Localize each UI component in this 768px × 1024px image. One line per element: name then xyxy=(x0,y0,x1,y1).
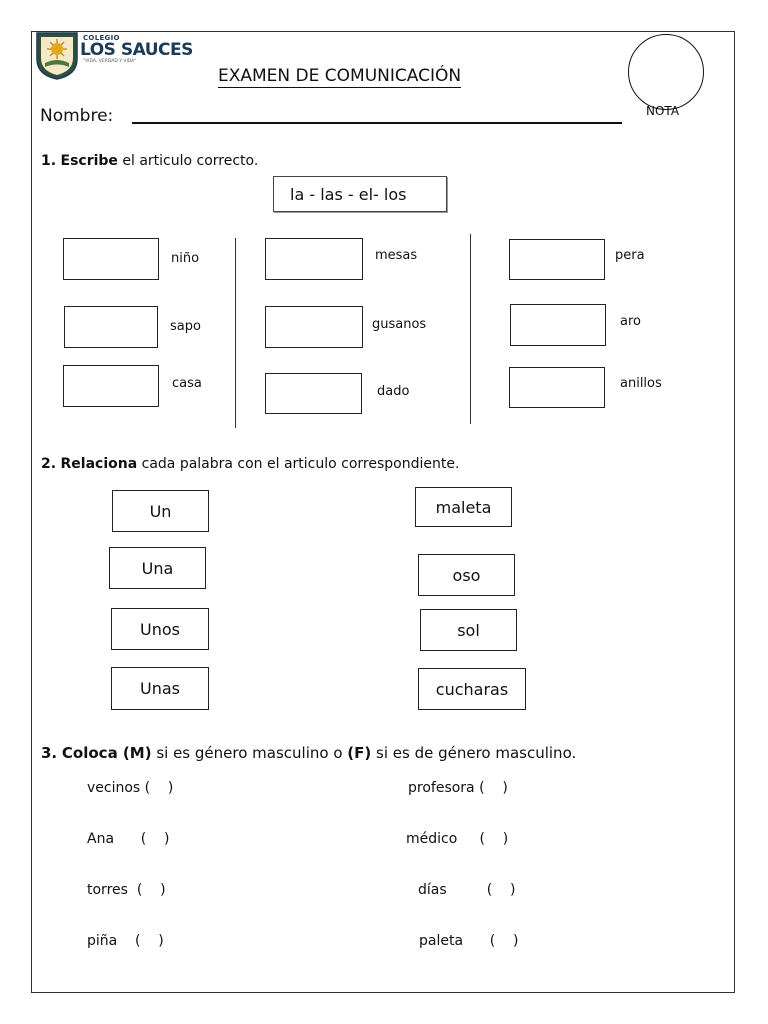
gender-item-paleta[interactable]: paleta ( ) xyxy=(419,933,519,949)
noun-maleta[interactable]: maleta xyxy=(415,487,512,527)
word-aro: aro xyxy=(620,314,641,329)
school-logo-icon xyxy=(33,29,81,81)
question-3-number: 3. xyxy=(41,744,58,762)
logo-text-main: LOS SAUCES xyxy=(80,40,193,60)
grade-label: NOTA xyxy=(646,104,680,118)
answer-box[interactable] xyxy=(265,306,363,348)
answer-box[interactable] xyxy=(509,367,605,408)
article-unas[interactable]: Unas xyxy=(111,667,209,710)
question-3-f: (F) xyxy=(347,744,372,762)
answer-box[interactable] xyxy=(509,239,605,280)
noun-sol[interactable]: sol xyxy=(420,609,517,651)
word-anillos: anillos xyxy=(620,376,662,391)
article-options: la - las - el- los xyxy=(290,185,407,204)
question-3-verb: Coloca (M) xyxy=(61,744,152,762)
question-2-text: cada palabra con el articulo correspondiente. xyxy=(137,456,460,472)
question-2 xyxy=(41,456,459,472)
answer-box[interactable] xyxy=(63,238,159,280)
word-pera: pera xyxy=(615,248,645,263)
question-2-verb: Relaciona xyxy=(60,456,138,472)
article-una[interactable]: Una xyxy=(109,547,206,589)
question-1-verb: Escribe xyxy=(60,153,118,169)
question-1-text: el articulo correcto. xyxy=(117,153,259,169)
gender-item-torres[interactable]: torres ( ) xyxy=(87,882,166,898)
exam-title: EXAMEN DE COMUNICACIÓN xyxy=(218,66,462,86)
word-dado: dado xyxy=(377,384,410,399)
logo-motto: "VIDA, VERDAD Y VIDA" xyxy=(83,59,137,64)
question-2-number: 2. xyxy=(41,456,57,472)
column-divider xyxy=(235,238,236,428)
answer-box[interactable] xyxy=(265,238,363,280)
article-un[interactable]: Un xyxy=(112,490,209,532)
question-3-text-2: si es de género masculino. xyxy=(371,744,577,762)
answer-box[interactable] xyxy=(510,304,606,346)
noun-oso[interactable]: oso xyxy=(418,554,515,596)
name-field[interactable] xyxy=(132,122,622,124)
gender-item-pina[interactable]: piña ( ) xyxy=(87,933,164,949)
question-1 xyxy=(41,153,258,169)
gender-item-profesora[interactable]: profesora ( ) xyxy=(408,780,508,796)
gender-item-medico[interactable]: médico ( ) xyxy=(406,831,509,847)
gender-item-dias[interactable]: días ( ) xyxy=(418,882,516,898)
word-gusanos: gusanos xyxy=(372,317,427,332)
grade-circle[interactable] xyxy=(628,34,704,110)
word-sapo: sapo xyxy=(170,319,201,334)
word-nino: niño xyxy=(171,251,200,266)
name-label: Nombre: xyxy=(40,106,114,126)
word-mesas: mesas xyxy=(375,248,418,263)
article-unos[interactable]: Unos xyxy=(111,608,209,650)
answer-box[interactable] xyxy=(63,365,159,407)
word-casa: casa xyxy=(172,376,202,391)
gender-item-ana[interactable]: Ana ( ) xyxy=(87,831,170,847)
question-3 xyxy=(41,744,576,762)
column-divider xyxy=(470,234,471,424)
logo-text-small: COLEGIO xyxy=(83,34,120,42)
question-1-number: 1. xyxy=(41,153,57,169)
noun-cucharas[interactable]: cucharas xyxy=(418,668,526,710)
answer-box[interactable] xyxy=(265,373,362,414)
question-3-text-1: si es género masculino o xyxy=(151,744,348,762)
answer-box[interactable] xyxy=(64,306,158,348)
gender-item-vecinos[interactable]: vecinos ( ) xyxy=(87,780,174,796)
